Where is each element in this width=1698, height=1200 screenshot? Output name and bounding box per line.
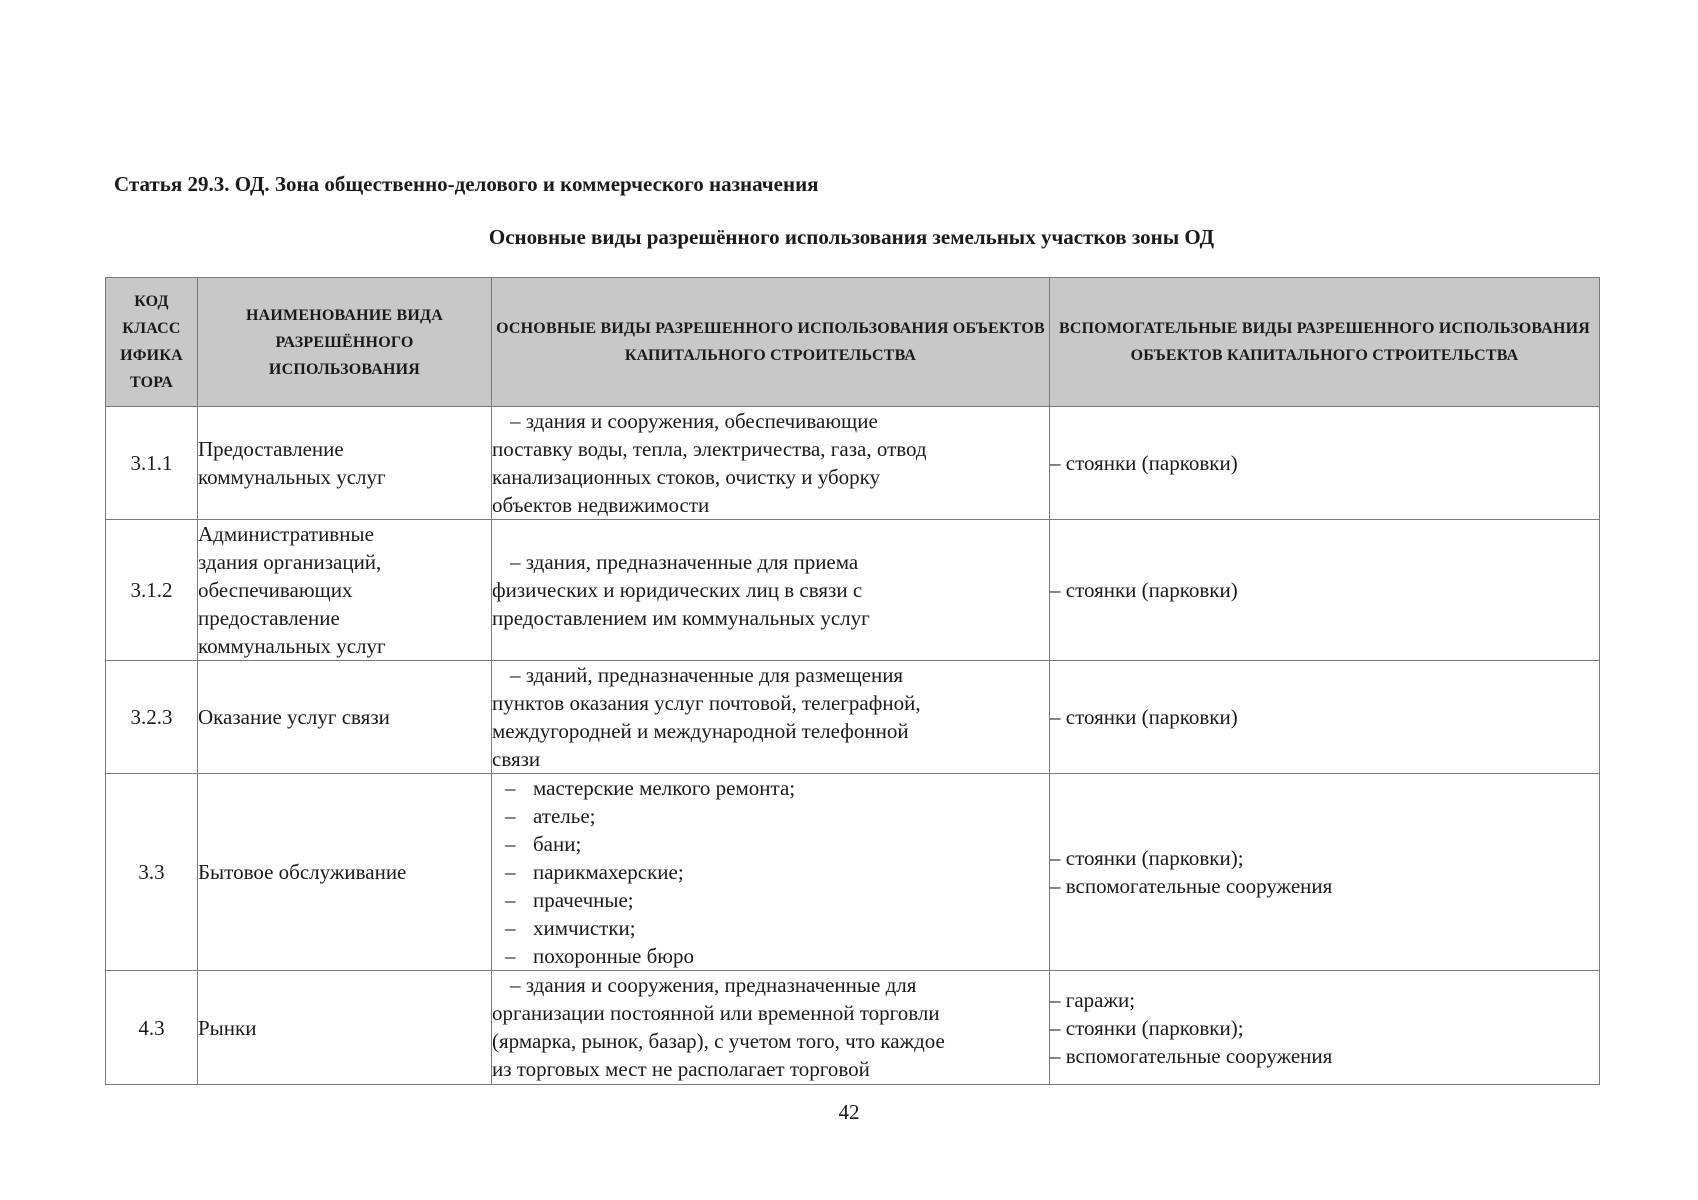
row-main-uses: – зданий, предназначенные для размещения пунктов оказания услуг почтовой, телеграфной, междугородней и международной телефонной связи <box>492 661 1050 774</box>
list-item: – химчистки; <box>505 916 636 940</box>
header-name: НАИМЕНОВАНИЕ ВИДА РАЗРЕШЁННОГО ИСПОЛЬЗОВАНИЯ <box>198 278 492 407</box>
table-row <box>106 661 1600 774</box>
list-item: – бани; <box>505 832 582 856</box>
table-row <box>106 971 1600 1085</box>
row-name: Рынки <box>198 971 492 1085</box>
row-main-uses: – здания и сооружения, обеспечивающие поставку воды, тепла, электричества, газа, отвод канализационных стоков, очистку и уборку объектов недвижимости <box>492 407 1050 520</box>
row-code: 3.2.3 <box>106 661 198 774</box>
row-code: 4.3 <box>106 971 198 1085</box>
row-name: Предоставление коммунальных услуг <box>198 407 492 520</box>
table-caption: Основные виды разрешённого использования земельных участков зоны ОД <box>488 225 1215 249</box>
row-auxiliary-uses: – стоянки (парковки); – вспомогательные сооружения <box>1050 774 1600 971</box>
article-title: Статья 29.3. ОД. Зона общественно-делового и коммерческого назначения <box>114 172 819 196</box>
table-row <box>106 774 1600 971</box>
row-name: Административные здания организаций, обеспечивающих предоставление коммунальных услуг <box>198 520 492 661</box>
header-auxiliary-uses: ВСПОМОГАТЕЛЬНЫЕ ВИДЫ РАЗРЕШЕННОГО ИСПОЛЬЗОВАНИЯ ОБЪЕКТОВ КАПИТАЛЬНОГО СТРОИТЕЛЬСТВА <box>1050 278 1600 407</box>
list-item: – мастерские мелкого ремонта; <box>505 776 796 800</box>
row-code: 3.3 <box>106 774 198 971</box>
header-main-uses: ОСНОВНЫЕ ВИДЫ РАЗРЕШЕННОГО ИСПОЛЬЗОВАНИЯ ОБЪЕКТОВ КАПИТАЛЬНОГО СТРОИТЕЛЬСТВА <box>492 278 1050 407</box>
list-item: – парикмахерские; <box>505 860 684 884</box>
table-row <box>106 407 1600 520</box>
page-number: 42 <box>838 1100 860 1124</box>
row-auxiliary-uses: – стоянки (парковки) <box>1050 407 1600 520</box>
list-item: – прачечные; <box>505 888 634 912</box>
row-auxiliary-uses: – стоянки (парковки) <box>1050 520 1600 661</box>
list-item: – ателье; <box>505 804 596 828</box>
list-item: – похоронные бюро <box>505 944 694 968</box>
row-main-uses: – здания и сооружения, предназначенные для организации постоянной или временной торговли (ярмарка, рынок, базар), с учетом того, что каждое из торговых мест не располагает торговой <box>492 971 1050 1085</box>
row-main-uses: – здания, предназначенные для приема физических и юридических лиц в связи с предоставлением им коммунальных услуг <box>492 520 1050 661</box>
row-code: 3.1.1 <box>106 407 198 520</box>
row-main-uses <box>492 774 1050 971</box>
table-row <box>106 520 1600 661</box>
row-auxiliary-uses: – стоянки (парковки) <box>1050 661 1600 774</box>
header-code: КОД КЛАСС ИФИКА ТОРА <box>106 278 198 407</box>
row-code: 3.1.2 <box>106 520 198 661</box>
row-auxiliary-uses: – гаражи; – стоянки (парковки); – вспомогательные сооружения <box>1050 971 1600 1085</box>
land-use-table <box>105 277 1600 1085</box>
row-name: Оказание услуг связи <box>198 661 492 774</box>
table-header-row <box>106 278 1600 407</box>
row-name: Бытовое обслуживание <box>198 774 492 971</box>
